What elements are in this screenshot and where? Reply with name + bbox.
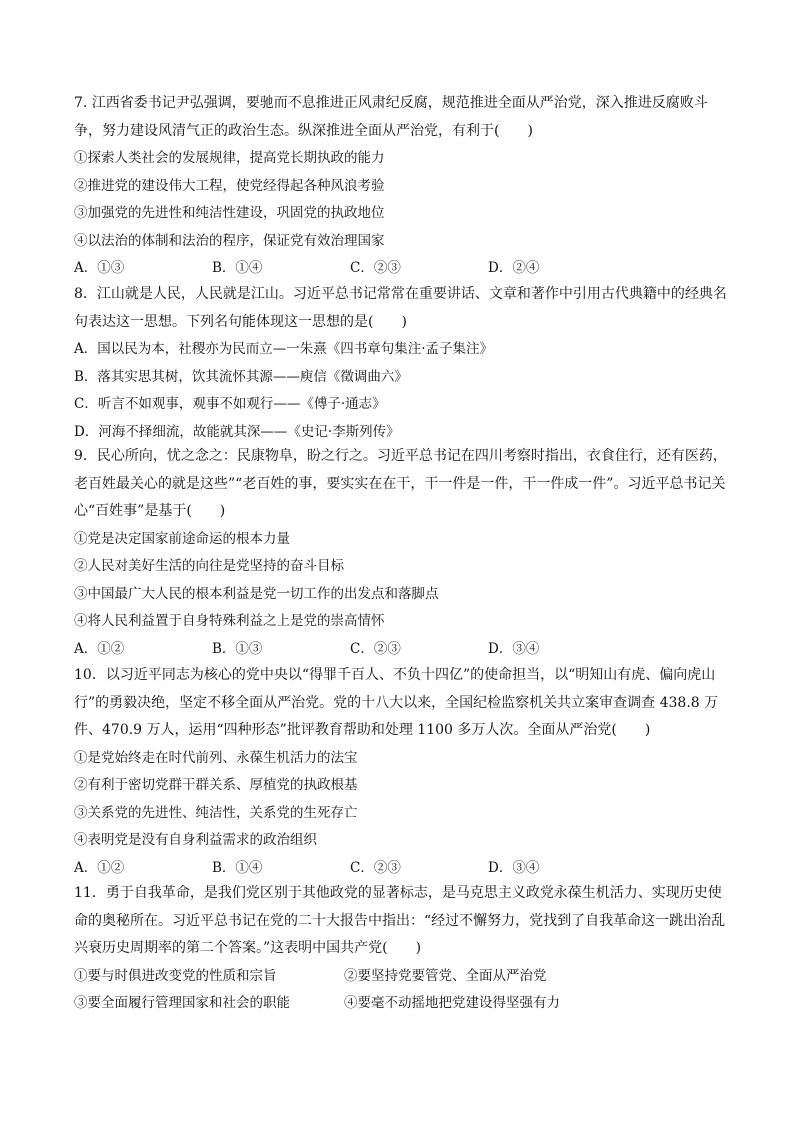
- question-9: [74, 443, 734, 663]
- question-8: [74, 281, 734, 446]
- statement-item: ③中国最广大人民的根本利益是党一切工作的出发点和落脚点: [74, 585, 439, 602]
- choice-b: B．①③: [212, 640, 263, 657]
- choice-c: C．②③: [350, 260, 401, 276]
- statement-item: ②有利于密切党群干群关系、厚植党的执政根基: [74, 777, 358, 793]
- question-stem: 11．勇于自我革命，是我们党区别于其他政党的显著标志，是马克思主义政党永葆生机活力、实现历史使命的奥秘所在。习近平总书记在党的二十大报告中指出：“经过不懈努力，党找到了自我革命这一跳出治乱兴衰历史周期率的第二个答案。”这表明中国共产党( ): [74, 885, 726, 956]
- question-stem: 7. 江西省委书记尹弘强调，要驰而不息推进正风肃纪反腐，规范推进全面从严治党，深入推进反腐败斗争，努力建设风清气正的政治生态。纵深推进全面从严治党，有利于( ): [74, 95, 708, 139]
- statement-item: ③加强党的先进性和纯洁性建设，巩固党的执政地位: [74, 205, 385, 221]
- statement-item: ④将人民利益置于自身特殊利益之上是党的崇高情怀: [74, 613, 385, 629]
- question-7: [74, 90, 734, 283]
- choice-b: B．①④: [212, 260, 263, 276]
- statement-row: [74, 963, 734, 991]
- statement-item: ④表明党是没有自身利益需求的政治组织: [74, 832, 317, 848]
- statement-row: [74, 990, 734, 1018]
- choice-d: D．③④: [488, 640, 540, 657]
- statement-item: ①探索人类社会的发展规律，提高党长期执政的能力: [74, 150, 385, 166]
- choice-b: B．①④: [212, 859, 263, 876]
- choice-d: D．③④: [488, 859, 540, 876]
- statement-item: ③关系党的先进性、纯洁性，关系党的生死存亡: [74, 804, 358, 821]
- question-stem: 8．江山就是人民，人民就是江山。习近平总书记常常在重要讲话、文章和著作中引用古代典籍中的经典名句表达这一思想。下列名句能体现这一思想的是( ): [74, 286, 727, 330]
- statement-item: ②推进党的建设伟大工程，使党经得起各种风浪考验: [74, 177, 385, 194]
- choice-a: A．①②: [74, 640, 125, 657]
- answer-choices: [74, 636, 734, 664]
- choice-c: C．②③: [350, 859, 401, 876]
- question-stem: 10．以习近平同志为核心的党中央以“得罪千百人、不负十四亿”的使命担当，以“明知山有虎、偏向虎山行”的勇毅决绝，坚定不移全面从严治党。党的十八大以来，全国纪检监察机关共立案审查调查 438.8 万件、470.9 万人，运用“四种形态”批评教育帮助和处理 1100 多万人次。全面从严治党( ): [74, 667, 719, 738]
- question-stem: 9．民心所向，忧之念之：民康物阜，盼之行之。习近平总书记在四川考察时指出，衣食住行，还有医药，老百姓最关心的就是这些”“老百姓的事，要实实在在干，干一件是一件，干一件成一件”。习近平总书记关心“百姓事”是基于( ): [74, 448, 727, 519]
- choice-a: A．国以民为本，社稷亦为民而立—一朱熹《四书章句集注·孟子集注》: [74, 341, 494, 357]
- statement-item: ③要全面履行管理国家和社会的职能: [74, 995, 290, 1011]
- choice-d: D．河海不择细流，故能就其深——《史记·李斯列传》: [74, 423, 400, 440]
- answer-choices: [74, 855, 734, 883]
- question-11: [74, 880, 734, 1018]
- statement-item: ②要坚持党要管党、全面从严治党: [344, 967, 547, 984]
- answer-choices: [74, 255, 734, 283]
- choice-a: A．①②: [74, 859, 125, 876]
- choice-b: B．落其实思其树，饮其流怀其源——庾信《徵调曲六》: [74, 368, 408, 385]
- statement-item: ①党是决定国家前途命运的根本力量: [74, 530, 290, 547]
- choice-c: C．②③: [350, 640, 401, 657]
- question-10: [74, 662, 734, 882]
- statement-item: ①是党始终走在时代前列、永葆生机活力的法宝: [74, 749, 358, 766]
- statement-item: ②人民对美好生活的向往是党坚持的奋斗目标: [74, 558, 344, 574]
- choice-c: C．听言不如观事，观事不如观行——《傅子·通志》: [74, 396, 386, 412]
- statement-item: ④以法治的体制和法治的程序，保证党有效治理国家: [74, 232, 385, 249]
- statement-item: ①要与时俱进改变党的性质和宗旨: [74, 967, 277, 984]
- choice-d: D．②④: [488, 260, 540, 276]
- statement-item: ④要毫不动摇地把党建设得坚强有力: [344, 995, 560, 1011]
- choice-a: A．①③: [74, 260, 125, 276]
